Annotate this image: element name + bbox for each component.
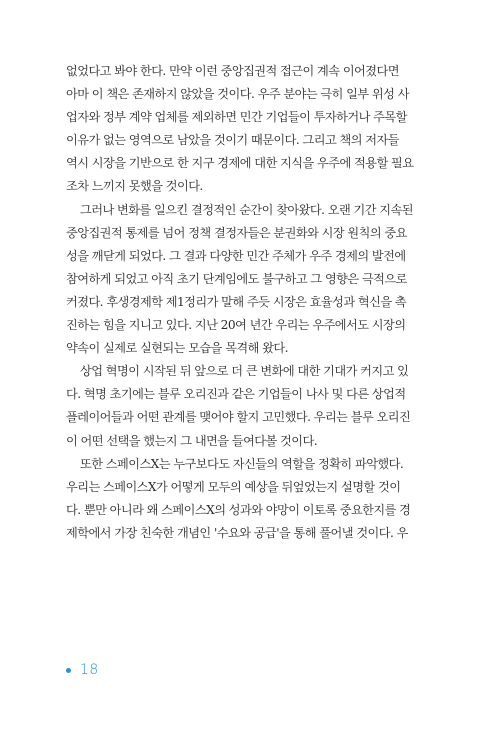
paragraph bbox=[66, 199, 413, 361]
text-line: 없었다고 봐야 한다. 만약 이런 중앙집권적 접근이 계속 이어졌다면 bbox=[66, 64, 399, 78]
text-line: 그러나 변화를 일으킨 결정적인 순간이 찾아왔다. 오랜 기간 지속된 bbox=[80, 202, 413, 217]
body-text bbox=[66, 60, 414, 545]
text-line: 성을 깨닫게 되었다. 그 결과 다양한 민간 주체가 우주 경제의 발전에 bbox=[66, 248, 406, 263]
text-line: 다. 뿐만 아니라 왜 스페이스X의 성과와 야망이 이토록 중요한지를 경 bbox=[66, 502, 411, 517]
text-line: 조차 느끼지 못했을 것이다. bbox=[66, 179, 203, 194]
paragraph bbox=[66, 360, 411, 452]
text-line: 약속이 실제로 실현되는 모습을 목격해 왔다. bbox=[66, 341, 288, 356]
text-line: 아마 이 책은 존재하지 않았을 것이다. 우주 분야는 극히 일부 위성 사 bbox=[66, 87, 409, 102]
paragraph bbox=[66, 60, 414, 199]
text-line: 참여하게 되었고 아직 초기 단계임에도 불구하고 그 영향은 극적으로 bbox=[66, 271, 407, 286]
bullet-dot-icon bbox=[66, 668, 71, 673]
text-line: 커졌다. 후생경제학 제1정리가 말해 주듯 시장은 효율성과 혁신을 촉 bbox=[66, 294, 407, 309]
page-number: 18 bbox=[80, 662, 99, 678]
text-line: 중앙집권적 통제를 넘어 정책 결정자들은 분권화와 시장 원칙의 중요 bbox=[66, 225, 407, 240]
text-line: 제학에서 가장 친숙한 개념인 '수요와 공급'을 통해 풀어낼 것이다. 우 bbox=[66, 525, 408, 540]
text-line: 플레이어들과 어떤 관계를 맺어야 할지 고민했다. 우리는 블루 오리진 bbox=[66, 410, 411, 425]
text-line: 또한 스페이스X는 누구보다도 자신들의 역할을 정확히 파악했다. bbox=[80, 456, 404, 471]
text-line: 우리는 스페이스X가 어떻게 모두의 예상을 뒤엎었는지 설명할 것이 bbox=[66, 479, 401, 494]
text-line: 진하는 힘을 지니고 있다. 지난 20여 년간 우리는 우주에서도 시장의 bbox=[66, 318, 406, 333]
paragraph bbox=[66, 453, 411, 545]
text-line: 다. 혁명 초기에는 블루 오리진과 같은 기업들이 나사 및 다른 상업적 bbox=[66, 387, 406, 402]
text-line: 이 어떤 선택을 했는지 그 내면을 들여다볼 것이다. bbox=[66, 433, 318, 448]
text-line: 이유가 없는 영역으로 남았을 것이기 때문이다. 그리고 책의 저자들 bbox=[66, 133, 399, 148]
text-line: 상업 혁명이 시작된 뒤 앞으로 더 큰 변화에 대한 기대가 커지고 있 bbox=[80, 364, 409, 379]
text-line: 업자와 정부 계약 업체를 제외하면 민간 기업들이 투자하거나 주목할 bbox=[66, 110, 407, 125]
page-footer bbox=[66, 662, 99, 678]
text-line: 역시 시장을 기반으로 한 지구 경제에 대한 지식을 우주에 적용할 필요 bbox=[66, 156, 414, 171]
